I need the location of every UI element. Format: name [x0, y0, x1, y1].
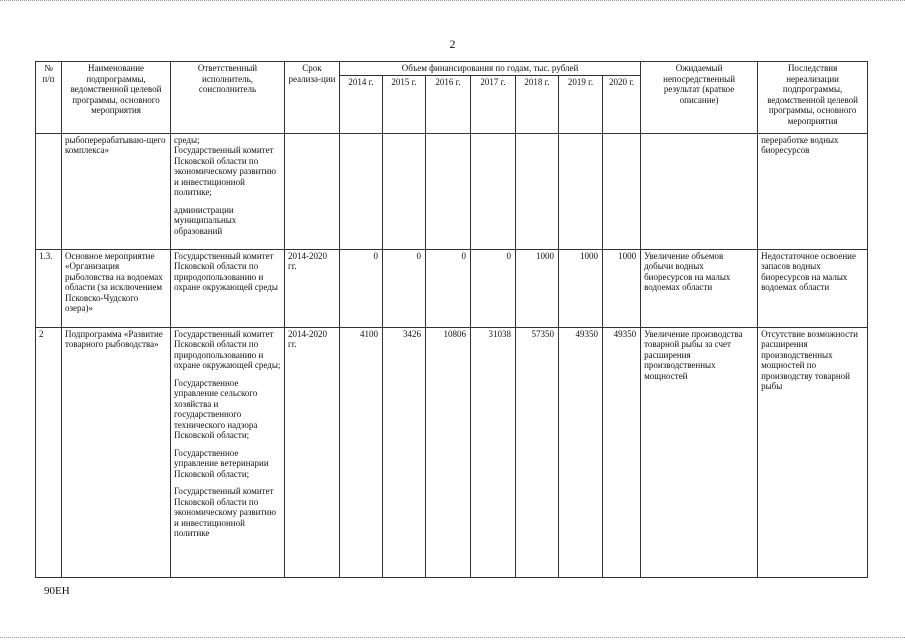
header-term: Срок реализа-ции: [285, 62, 340, 134]
document-code: 90ЕН: [44, 585, 70, 597]
row-result: [641, 133, 758, 249]
row-value: [471, 133, 516, 249]
row-name: Подпрограмма «Развитие товарного рыбоводства»: [62, 327, 171, 577]
row-consequence: Отсутствие возможности расширения производственных мощностей по производству товарной рыбы: [758, 327, 868, 577]
row-value: [426, 133, 471, 249]
row-value: [516, 133, 559, 249]
row-term: [285, 133, 340, 249]
row-num: 2: [36, 327, 62, 577]
row-value: 57350: [516, 327, 559, 577]
executor-entry: Государственное управление сельского хозяйства и государственного технического надзора Псковской области;: [174, 377, 258, 440]
header-year: 2015 г.: [383, 75, 426, 133]
row-term: 2014-2020 гг.: [285, 327, 340, 577]
row-value: 49350: [559, 327, 603, 577]
row-result: Увеличение объемов добычи водных биоресурсов на малых водоемах области: [641, 249, 758, 327]
header-year: 2017 г.: [471, 75, 516, 133]
executor-entry: Государственный комитет Псковской области по природопользованию и охране окружающей среды;: [174, 328, 281, 370]
row-name: Основное мероприятие «Организация рыболовства на водоемах области (за исключением Псковско-Чудского озера)»: [62, 249, 171, 327]
header-executor: Ответственный исполнитель, соисполнитель: [171, 62, 285, 134]
row-value: [559, 133, 603, 249]
row-consequence: Недостаточное освоение запасов водных биоресурсов на малых водоемах области: [758, 249, 868, 327]
header-year: 2020 г.: [603, 75, 641, 133]
executor-entry: Государственное управление ветеринарии Псковской области;: [174, 447, 269, 479]
executor-entry: Государственный комитет Псковской области по природопользованию и охране окружающей среды: [174, 250, 278, 292]
executor-entry: администрации муниципальных образований: [174, 204, 237, 236]
row-value: [383, 133, 426, 249]
row-value: 1000: [516, 249, 559, 327]
table-row: [36, 133, 868, 249]
row-num: 1.3.: [36, 249, 62, 327]
executor-entry: Государственный комитет Псковской области по экономическому развитию и инвестиционной политике: [174, 486, 276, 538]
row-value: 31038: [471, 327, 516, 577]
table-row: [36, 327, 868, 577]
row-consequence: переработке водных биоресурсов: [758, 133, 868, 249]
funding-table: [35, 61, 868, 578]
header-year: 2014 г.: [340, 75, 383, 133]
header-name: Наименование подпрограммы, ведомственной целевой программы, основного мероприятия: [62, 62, 171, 134]
row-value: [603, 133, 641, 249]
row-value: 1000: [603, 249, 641, 327]
row-result: Увеличение производства товарной рыбы за счет расширения производственных мощностей: [641, 327, 758, 577]
row-value: 0: [383, 249, 426, 327]
row-value: 0: [340, 249, 383, 327]
row-value: 0: [426, 249, 471, 327]
header-result: Ожидаемый непосредственный результат (краткое описание): [641, 62, 758, 134]
row-executor: [171, 327, 285, 577]
row-value: 1000: [559, 249, 603, 327]
header-year: 2018 г.: [516, 75, 559, 133]
header-consequence: Последствия нереализации подпрограммы, ведомственной целевой программы, основного мероприятия: [758, 62, 868, 134]
row-value: 49350: [603, 327, 641, 577]
table-row: [36, 249, 868, 327]
row-value: 10806: [426, 327, 471, 577]
executor-entry: среды; Государственный комитет Псковской области по экономическому развитию и инвестиционной политике;: [174, 134, 276, 197]
row-value: 4100: [340, 327, 383, 577]
row-value: 3426: [383, 327, 426, 577]
row-name: рыбоперерабатываю-щего комплекса»: [62, 133, 171, 249]
page-number: 2: [449, 37, 456, 51]
header-funding: Объем финансирования по годам, тыс. рублей: [340, 62, 641, 76]
row-executor: [171, 249, 285, 327]
page-top-edge: [0, 0, 905, 3]
header-year: 2016 г.: [426, 75, 471, 133]
row-term: 2014-2020 гг.: [285, 249, 340, 327]
row-num: [36, 133, 62, 249]
header-num: № п/п: [36, 62, 62, 134]
row-executor: [171, 133, 285, 249]
row-value: [340, 133, 383, 249]
header-year: 2019 г.: [559, 75, 603, 133]
row-value: 0: [471, 249, 516, 327]
